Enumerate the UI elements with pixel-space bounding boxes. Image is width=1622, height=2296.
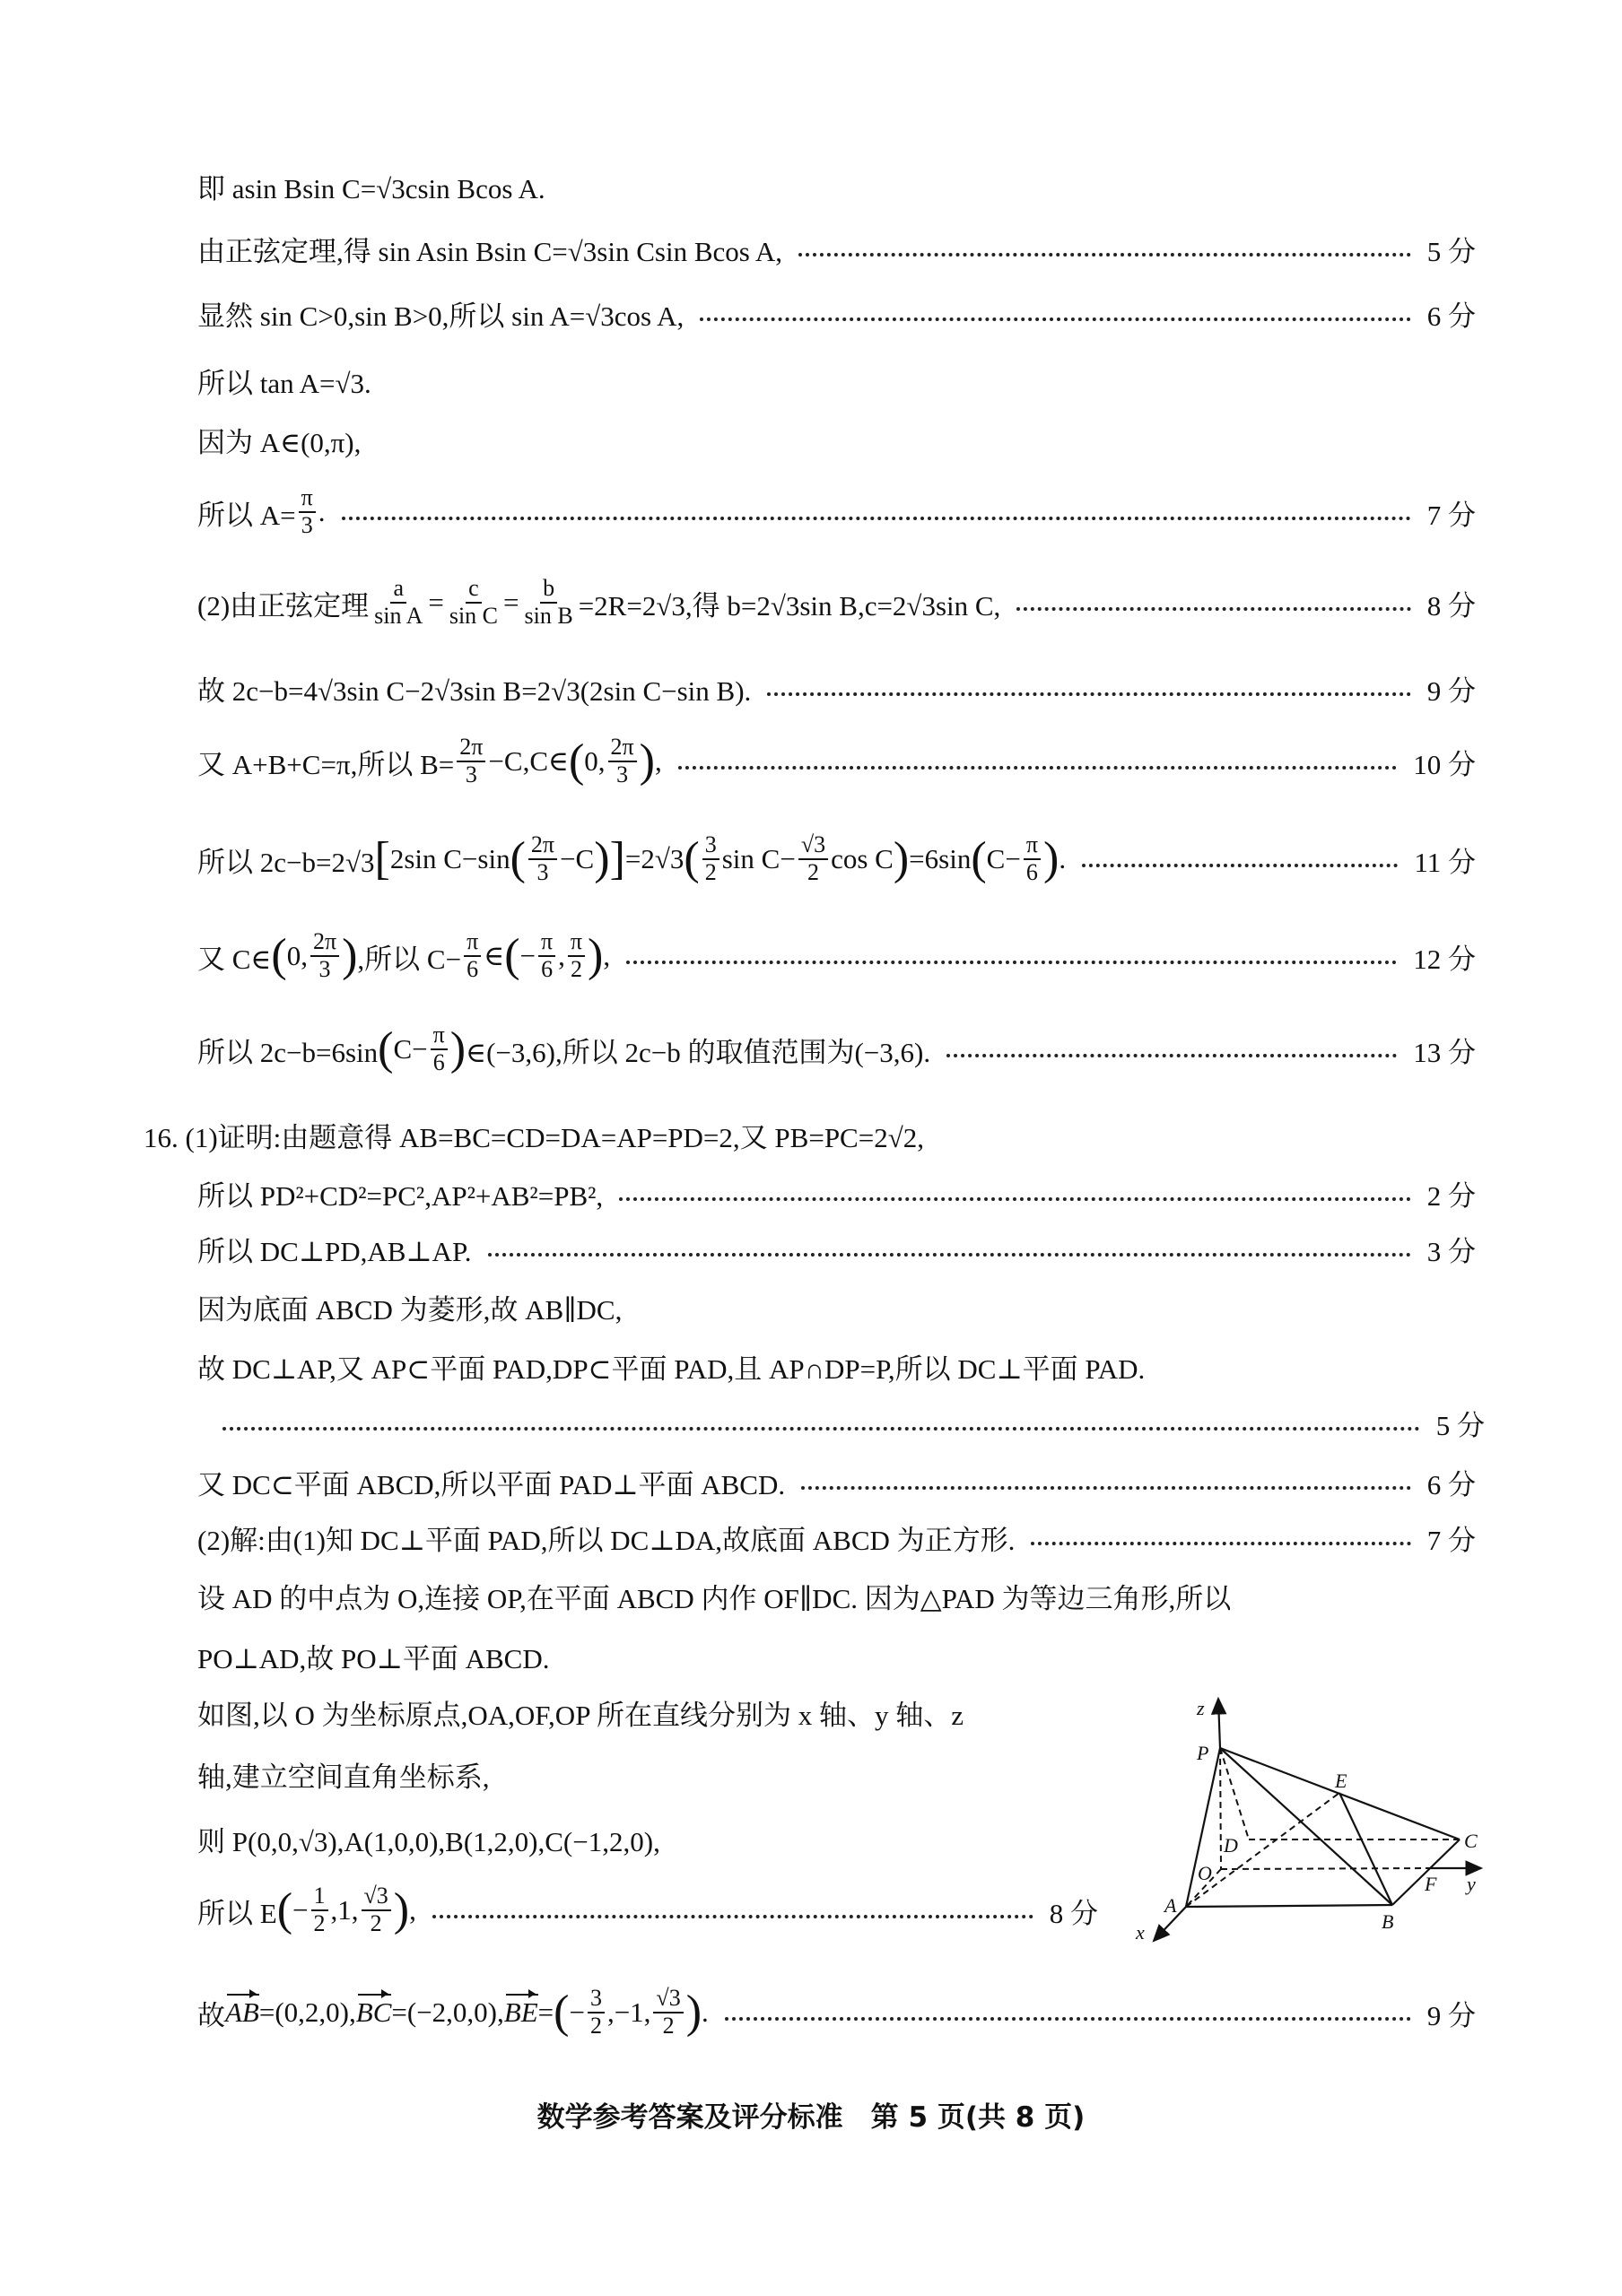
text-segment: 故 xyxy=(197,1999,225,2031)
denominator: 2 xyxy=(704,859,717,885)
bracket: ( xyxy=(554,1987,570,2038)
fraction xyxy=(311,1883,328,1936)
text-segment: 16. (1)证明:由题意得 AB=BC=CD=DA=AP=PD=2,又 PB=PC=2√2, xyxy=(144,1121,924,1153)
fraction xyxy=(299,485,316,538)
fraction xyxy=(608,735,637,787)
vector: AB xyxy=(225,1996,259,2028)
line-content xyxy=(197,361,371,401)
answer-line xyxy=(197,1455,1476,1509)
dotted-leader xyxy=(619,1197,1411,1201)
line-content xyxy=(197,485,326,538)
text-segment: ,所以 C− xyxy=(357,943,462,975)
text-segment: 又 DC⊂平面 ABCD,所以平面 PAD⊥平面 ABCD. xyxy=(197,1468,786,1500)
text-segment: 0, xyxy=(584,745,606,777)
denominator: 3 xyxy=(301,512,313,538)
vector: BC xyxy=(355,1996,392,2028)
bracket: ( xyxy=(568,735,585,787)
denominator: 3 xyxy=(318,956,331,982)
dotted-leader xyxy=(767,692,1410,696)
line-content xyxy=(197,420,361,460)
dotted-leader xyxy=(342,517,1411,520)
text-segment: 设 AD 的中点为 O,连接 OP,在平面 ABCD 内作 OF∥DC. 因为△PAD 为等边三角形,所以 xyxy=(197,1582,1232,1614)
answer-line xyxy=(197,832,1476,886)
line-content xyxy=(197,1754,490,1795)
text-segment: 所以 2c−b=2√3 xyxy=(197,846,375,878)
text-segment: 则 P(0,0,√3),A(1,0,0),B(1,2,0),C(−1,2,0), xyxy=(197,1825,660,1857)
answer-line xyxy=(197,1339,1476,1393)
score-label: 5 分 xyxy=(1435,1409,1485,1441)
answer-line xyxy=(197,1510,1476,1564)
numerator: 2π xyxy=(608,735,637,762)
fraction xyxy=(1024,832,1041,885)
denominator: 3 xyxy=(616,761,629,787)
answer-line xyxy=(197,353,1476,407)
numerator: b xyxy=(540,576,557,604)
answer-line xyxy=(197,413,1476,466)
numerator: a xyxy=(390,576,406,604)
dotted-leader xyxy=(700,317,1410,321)
line-content xyxy=(197,1287,622,1327)
numerator: π xyxy=(431,1022,448,1050)
bracket: [ xyxy=(374,833,390,884)
bracket: ( xyxy=(971,833,987,884)
answer-line xyxy=(197,159,1476,213)
line-content xyxy=(197,1883,416,1936)
denominator: 6 xyxy=(541,956,554,982)
dotted-leader xyxy=(798,253,1411,257)
text-segment: ∈ xyxy=(484,940,505,971)
text-segment: −C xyxy=(560,843,595,874)
fraction xyxy=(653,1986,683,2039)
fraction xyxy=(798,832,828,885)
denominator: 2 xyxy=(662,2013,675,2039)
answer-line xyxy=(197,286,1476,340)
text-segment: =(−2,0,0), xyxy=(391,1996,504,2028)
denominator: 6 xyxy=(432,1049,445,1075)
text-segment: = xyxy=(537,1996,554,2028)
text-segment: (2)由正弦定理 xyxy=(197,589,370,622)
label-B: B xyxy=(1382,1910,1394,1933)
fraction xyxy=(568,929,585,982)
label-O: O xyxy=(1198,1862,1212,1884)
line-content xyxy=(197,229,782,269)
bracket: ) xyxy=(393,1884,410,1935)
text-segment: − xyxy=(519,940,536,971)
numerator: 3 xyxy=(588,1986,605,2013)
score-label: 6 分 xyxy=(1426,1468,1476,1500)
text-segment: . xyxy=(702,1996,709,2028)
text-segment: ∈(−3,6),所以 2c−b 的取值范围为(−3,6). xyxy=(466,1036,931,1068)
line-content xyxy=(197,1022,930,1075)
answer-line xyxy=(206,1396,1485,1449)
answer-line xyxy=(197,1022,1476,1076)
denominator: 6 xyxy=(1025,859,1038,885)
edge-PB xyxy=(1220,1748,1392,1905)
score-label: 10 分 xyxy=(1413,748,1476,780)
text-segment: 故 2c−b=4√3sin C−2√3sin B=2√3(2sin C−sin B). xyxy=(197,674,752,707)
line-content xyxy=(197,1173,603,1213)
text-segment: . xyxy=(1059,843,1067,874)
denominator: 2 xyxy=(589,2013,602,2039)
dotted-leader xyxy=(1031,1542,1410,1545)
text-segment: C− xyxy=(393,1033,428,1065)
text-segment: 0, xyxy=(286,940,308,971)
text-segment: = xyxy=(503,587,519,618)
line-content xyxy=(197,1229,472,1269)
denominator: 2 xyxy=(807,859,819,885)
numerator: π xyxy=(568,929,585,957)
text-segment: 所以 PD²+CD²=PC²,AP²+AB²=PB², xyxy=(197,1179,604,1212)
label-C: C xyxy=(1464,1830,1478,1852)
answer-line xyxy=(197,1280,1476,1334)
dotted-leader xyxy=(1016,607,1410,611)
text-segment: cos C xyxy=(831,843,894,874)
answer-line xyxy=(197,661,1476,715)
text-segment: 又 A+B+C=π,所以 B= xyxy=(197,748,455,780)
fraction xyxy=(457,735,485,787)
numerator: π xyxy=(299,485,316,513)
dotted-leader xyxy=(725,2017,1411,2021)
text-segment: sin C− xyxy=(721,843,796,874)
label-z: z xyxy=(1197,1697,1205,1719)
line-content xyxy=(197,1636,549,1676)
dotted-leader xyxy=(946,1054,1397,1057)
answer-line xyxy=(197,1166,1476,1220)
label-A: A xyxy=(1164,1894,1177,1917)
fraction xyxy=(464,929,481,982)
fraction xyxy=(588,1986,605,2039)
fraction xyxy=(528,832,557,885)
label-D: D xyxy=(1224,1834,1238,1857)
text-segment: 显然 sin C>0,sin B>0,所以 sin A=√3cos A, xyxy=(197,300,685,332)
bracket: ) xyxy=(893,833,910,884)
text-segment: , xyxy=(409,1894,416,1926)
score-label: 8 分 xyxy=(1049,1897,1098,1929)
text-segment: C− xyxy=(986,843,1021,874)
line-content xyxy=(197,293,684,334)
dotted-leader xyxy=(222,1427,1420,1431)
text-segment: 因为底面 ABCD 为菱形,故 AB∥DC, xyxy=(197,1293,623,1326)
edge-EB xyxy=(1339,1793,1392,1905)
bracket: ( xyxy=(510,833,526,884)
text-segment: = xyxy=(428,587,444,618)
answer-line xyxy=(197,485,1476,539)
text-segment: . xyxy=(318,496,326,527)
answer-line xyxy=(197,1986,1476,2039)
text-segment: =(0,2,0), xyxy=(258,1996,356,2028)
bracket: ) xyxy=(594,833,610,884)
bracket: ( xyxy=(684,833,700,884)
line-content xyxy=(197,929,610,982)
denominator: 6 xyxy=(467,956,479,982)
score-label: 6 分 xyxy=(1426,300,1476,332)
bracket: ( xyxy=(504,930,520,981)
answer-line xyxy=(144,1108,1476,1161)
numerator: π xyxy=(464,929,481,957)
fraction xyxy=(371,576,425,629)
text-segment: 又 C∈ xyxy=(197,943,272,975)
dotted-leader xyxy=(1082,864,1398,867)
line-content xyxy=(197,1576,1231,1616)
bracket: ( xyxy=(271,930,287,981)
score-label: 9 分 xyxy=(1426,1999,1476,2031)
dotted-leader xyxy=(488,1253,1411,1257)
denominator: 3 xyxy=(536,859,549,885)
text-segment: ,1, xyxy=(330,1894,359,1926)
answer-line xyxy=(197,576,1476,630)
line-content xyxy=(197,1346,1145,1387)
dotted-leader xyxy=(626,961,1397,964)
bracket: ) xyxy=(342,930,358,981)
denominator: 2 xyxy=(570,956,582,982)
fraction xyxy=(538,929,555,982)
text-segment: 即 asin Bsin C=√3csin Bcos A. xyxy=(197,172,545,204)
line-content xyxy=(197,166,545,206)
pyramid-diagram xyxy=(1112,1668,1507,1964)
bracket: ) xyxy=(588,930,604,981)
text-segment: 所以 A= xyxy=(197,499,296,531)
numerator: 3 xyxy=(702,832,719,860)
numerator: π xyxy=(538,929,555,957)
bracket: ) xyxy=(685,1987,702,2038)
label-x: x xyxy=(1136,1921,1145,1944)
text-segment: , xyxy=(603,940,611,971)
dotted-leader xyxy=(678,766,1398,770)
line-content xyxy=(144,1115,924,1155)
line-content xyxy=(197,1986,709,2039)
denominator: 2 xyxy=(370,1910,382,1936)
score-label: 5 分 xyxy=(1426,235,1476,267)
score-label: 12 分 xyxy=(1413,943,1476,975)
score-label: 8 分 xyxy=(1426,589,1476,622)
dotted-leader xyxy=(801,1486,1411,1490)
score-label: 13 分 xyxy=(1413,1036,1476,1068)
text-segment: ,−1, xyxy=(606,1996,651,2028)
numerator: 1 xyxy=(311,1883,328,1911)
text-segment: 如图,以 O 为坐标原点,OA,OF,OP 所在直线分别为 x 轴、y 轴、z xyxy=(197,1699,964,1731)
fraction xyxy=(447,576,501,629)
answer-line xyxy=(197,1569,1476,1622)
text-segment: =6sin xyxy=(909,843,972,874)
text-segment: 轴,建立空间直角坐标系, xyxy=(197,1761,490,1793)
denominator: sin B xyxy=(524,603,573,629)
numerator: √3 xyxy=(362,1883,391,1911)
vector: BE xyxy=(503,1996,538,2028)
text-segment: (2)解:由(1)知 DC⊥平面 PAD,所以 DC⊥DA,故底面 ABCD 为正方形. xyxy=(197,1524,1016,1556)
text-segment: PO⊥AD,故 PO⊥平面 ABCD. xyxy=(197,1642,550,1674)
line-content xyxy=(197,1819,660,1859)
line-content xyxy=(197,1462,785,1502)
text-segment: , xyxy=(558,940,565,971)
answer-line xyxy=(197,1883,1098,1937)
line-content xyxy=(197,1692,964,1733)
score-label: 11 分 xyxy=(1414,846,1476,878)
text-segment: 所以 DC⊥PD,AB⊥AP. xyxy=(197,1235,472,1267)
fraction xyxy=(362,1883,391,1936)
text-segment: 故 DC⊥AP,又 AP⊂平面 PAD,DP⊂平面 PAD,且 AP∩DP=P,所以 DC⊥平面 PAD. xyxy=(197,1352,1146,1385)
score-label: 7 分 xyxy=(1426,1524,1476,1556)
text-segment: 2sin C−sin xyxy=(389,843,510,874)
label-F: F xyxy=(1425,1873,1437,1895)
bracket: ) xyxy=(1042,833,1060,884)
numerator: √3 xyxy=(798,832,828,860)
bracket: ] xyxy=(609,833,625,884)
fraction xyxy=(522,576,576,629)
text-segment: − xyxy=(292,1894,309,1926)
bracket: ( xyxy=(276,1884,293,1935)
text-segment: =2R=2√3,得 b=2√3sin B,c=2√3sin C, xyxy=(578,589,1001,622)
score-label: 7 分 xyxy=(1426,499,1476,531)
dotted-leader xyxy=(432,1915,1033,1918)
line-content xyxy=(197,1518,1015,1558)
text-segment: =2√3 xyxy=(624,843,685,874)
text-segment: 所以 2c−b=6sin xyxy=(197,1036,379,1068)
answer-line xyxy=(197,222,1476,275)
z-axis xyxy=(1218,1699,1220,1748)
denominator: 2 xyxy=(313,1910,326,1936)
line-content xyxy=(197,668,751,709)
line-content xyxy=(197,832,1066,885)
denominator: sin A xyxy=(374,603,423,629)
bracket: ) xyxy=(449,1023,467,1074)
numerator: 2π xyxy=(310,929,339,957)
numerator: 2π xyxy=(457,735,485,762)
numerator: 2π xyxy=(528,832,557,860)
text-segment: 所以 tan A=√3. xyxy=(197,367,371,399)
bracket: ( xyxy=(378,1023,394,1074)
answer-line xyxy=(197,929,1476,983)
answer-line xyxy=(197,735,1476,788)
edge-AB xyxy=(1186,1905,1392,1907)
fraction xyxy=(310,929,339,982)
text-segment: − xyxy=(569,1996,585,2028)
text-segment: −C,C∈ xyxy=(488,745,569,777)
label-P: P xyxy=(1197,1742,1209,1764)
text-segment: 所以 E xyxy=(197,1897,277,1929)
score-label: 9 分 xyxy=(1426,674,1476,707)
label-y: y xyxy=(1467,1873,1476,1895)
text-segment: 因为 A∈(0,π), xyxy=(197,426,362,458)
fraction xyxy=(431,1022,448,1075)
line-content xyxy=(197,735,662,787)
numerator: c xyxy=(466,576,482,604)
score-label: 3 分 xyxy=(1426,1235,1476,1267)
numerator: π xyxy=(1024,832,1041,860)
answer-line xyxy=(197,1222,1476,1275)
line-content xyxy=(197,576,1000,629)
score-label: 2 分 xyxy=(1426,1179,1476,1212)
fraction xyxy=(702,832,719,885)
denominator: 3 xyxy=(465,761,477,787)
numerator: √3 xyxy=(653,1986,683,2013)
page-footer: 数学参考答案及评分标准 第 5 页(共 8 页) xyxy=(536,2101,1086,2134)
denominator: sin C xyxy=(449,603,499,629)
text-segment: , xyxy=(655,745,662,777)
text-segment: 由正弦定理,得 sin Asin Bsin C=√3sin Csin Bcos A, xyxy=(197,235,783,267)
label-E: E xyxy=(1335,1770,1347,1792)
bracket: ) xyxy=(639,735,655,787)
